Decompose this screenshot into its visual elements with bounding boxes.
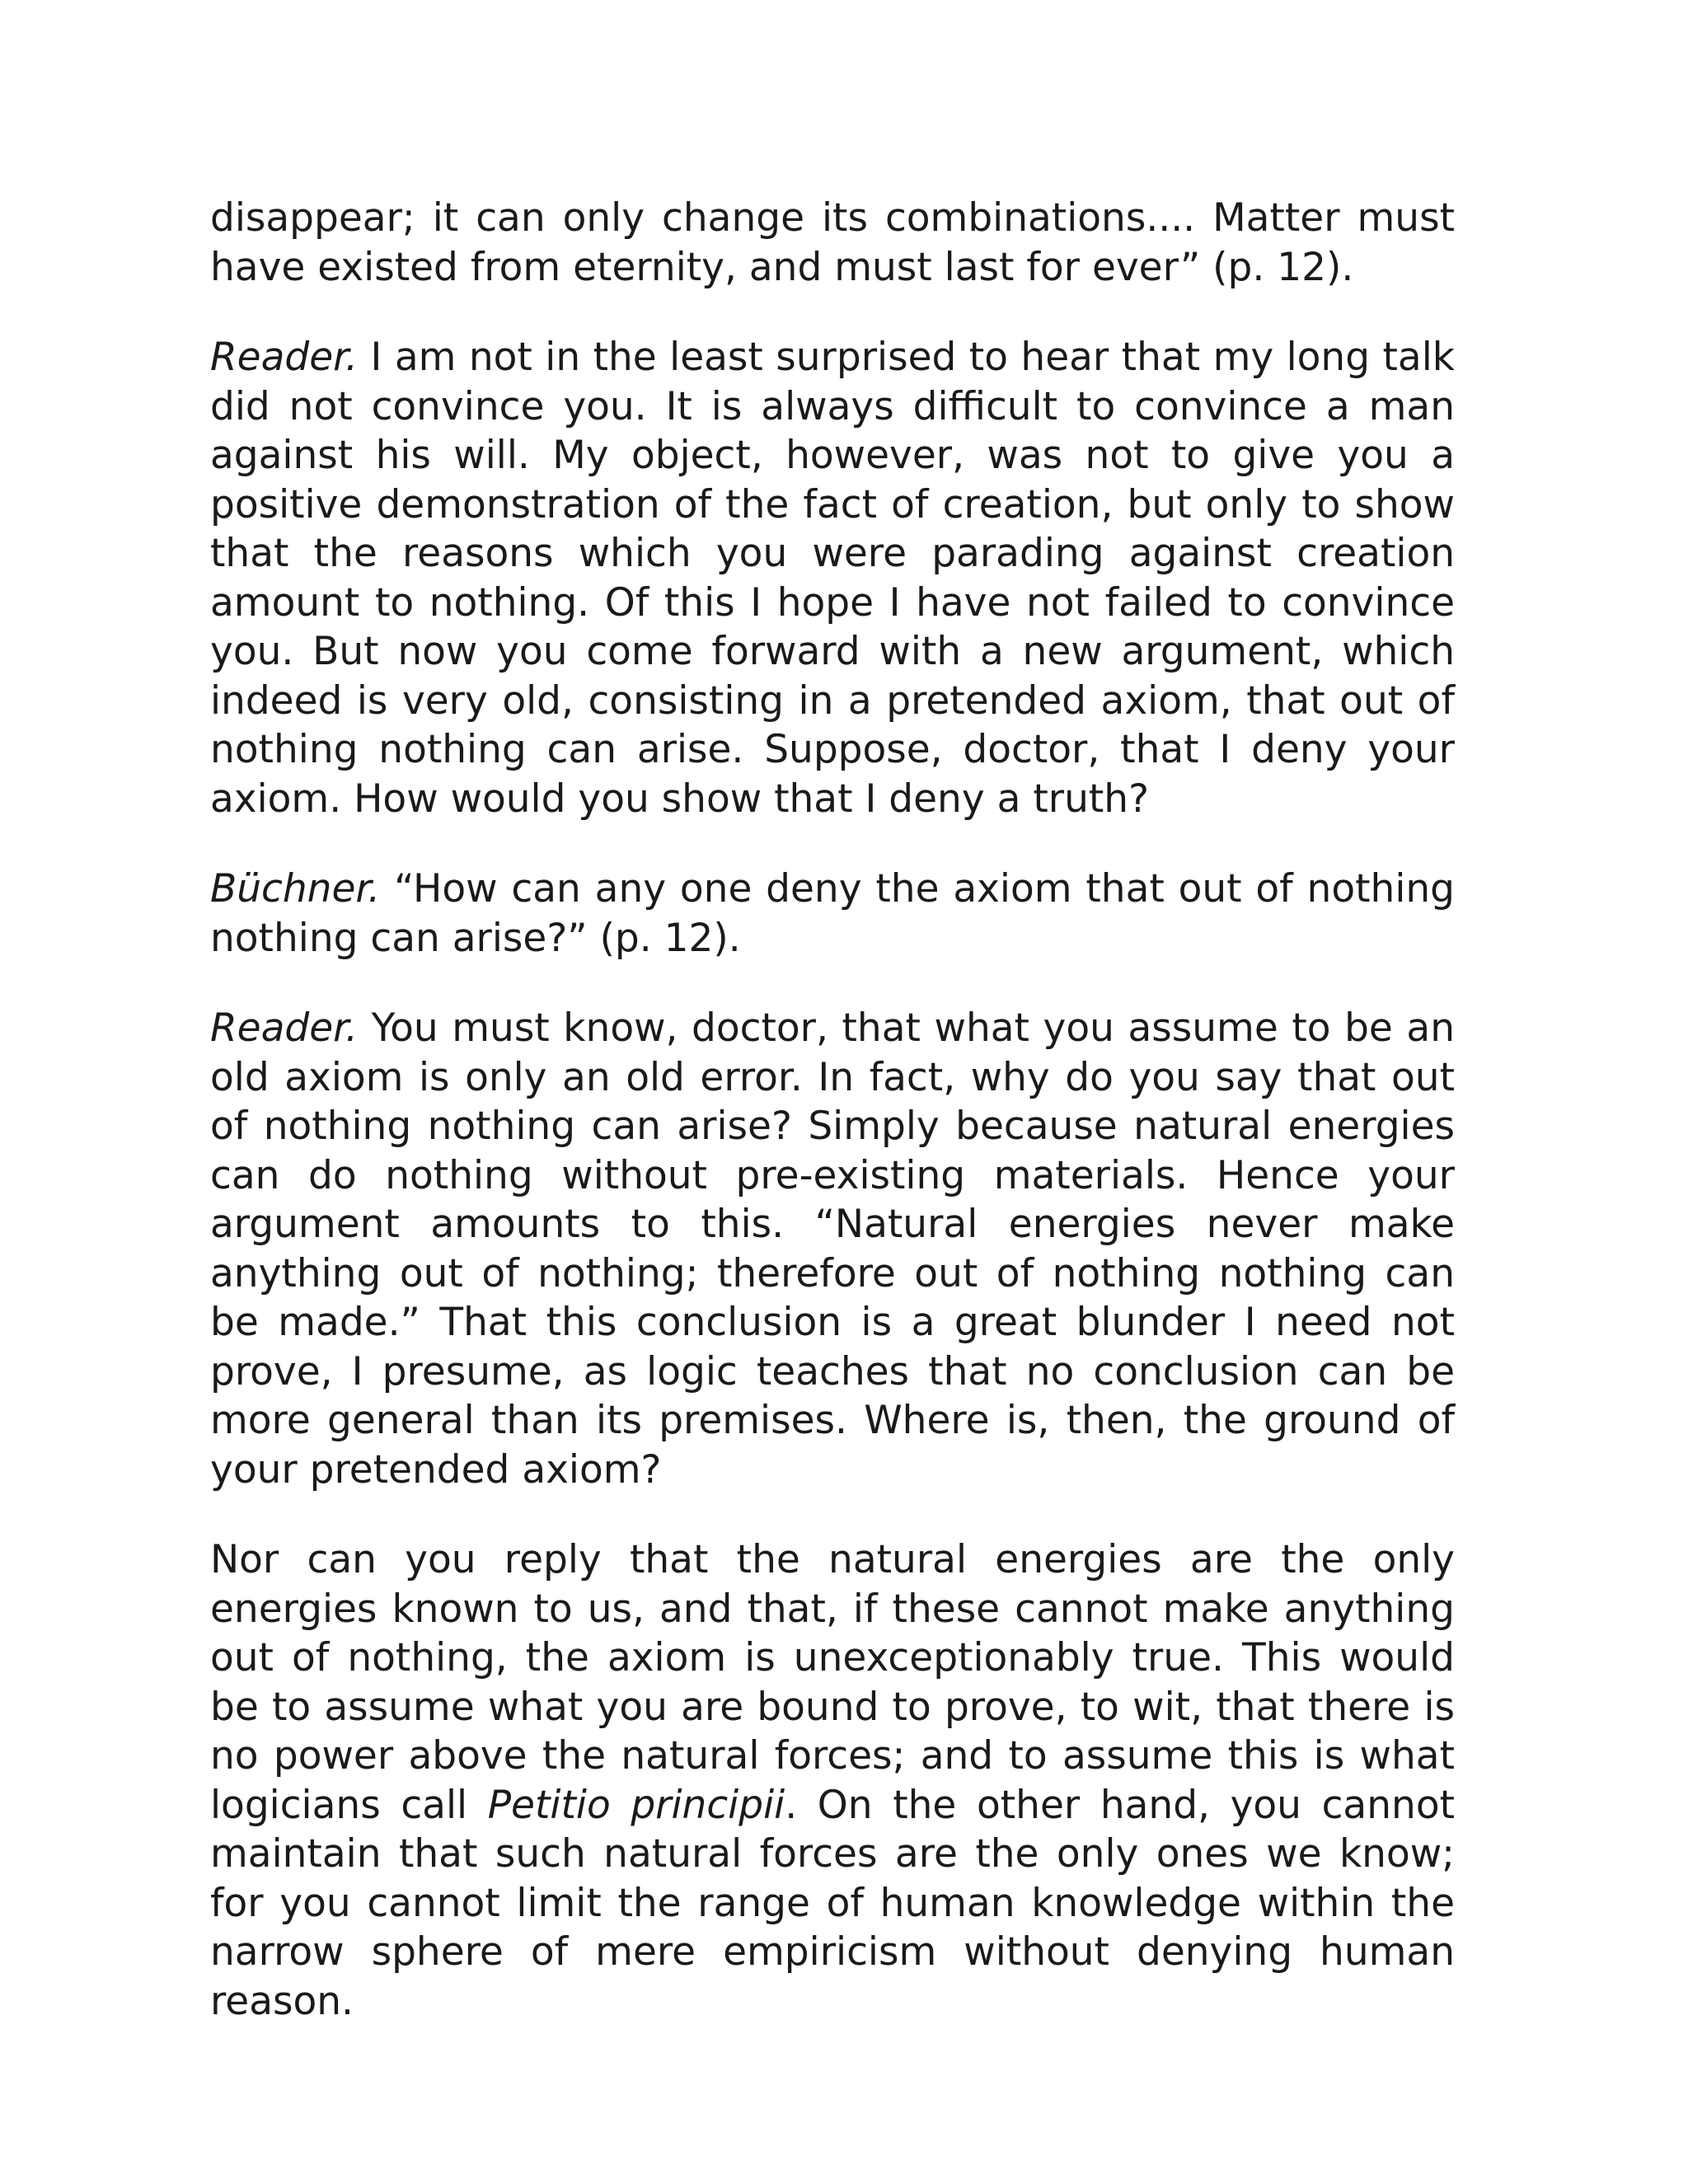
- document-page: [210, 194, 1455, 2026]
- paragraph-text: Nor can you reply that the natural energies are the only energies known to us, and that, if these cannot make anything out of nothing, the axiom is unexceptionably true. This would be to assume what you are bound to prove, to wit, that there is no power above the natural forces; and to assume this is what logicians call: [210, 1537, 1455, 1828]
- paragraph: [210, 1004, 1455, 1494]
- paragraph: [210, 1535, 1455, 2026]
- speaker-label: Reader.: [210, 335, 359, 380]
- paragraph-text: “How can any one deny the axiom that out of nothing nothing can arise?” (p. 12).: [210, 866, 1455, 961]
- paragraph: [210, 865, 1455, 963]
- paragraph-text: I am not in the least surprised to hear that my long talk did not convince you. It is always difficult to convince a man against his will. My object, however, was not to give you a positive demonstration of the fact of creation, but only to show that the reasons which you were parading against creation amount to nothing. Of this I hope I have not failed to convince you. But now you come forward with a new argument, which indeed is very old, consisting in a pretended axiom, that out of nothing nothing can arise. Suppose, doctor, that I deny your axiom. How would you show that I deny a truth?: [210, 335, 1455, 822]
- paragraph: [210, 333, 1455, 823]
- speaker-label: Reader.: [210, 1005, 359, 1051]
- latin-term: Petitio principii: [487, 1782, 785, 1828]
- paragraph-text: . On the other hand, you cannot maintain that such natural forces are the only ones we know; for you cannot limit the range of human knowledge within the narrow sphere of mere empiricism without denying human reason.: [210, 1782, 1455, 2024]
- paragraph-text: disappear; it can only change its combinations.... Matter must have existed from eternity, and must last for ever” (p. 12).: [210, 195, 1455, 290]
- speaker-label: Büchner.: [210, 866, 381, 912]
- paragraph-text: You must know, doctor, that what you assume to be an old axiom is only an old error. In fact, why do you say that out of nothing nothing can arise? Simply because natural energies can do nothing without pre-existing materials. Hence your argument amounts to this. “Natural energies never make anything out of nothing; therefore out of nothing nothing can be made.” That this conclusion is a great blunder I need not prove, I presume, as logic teaches that no conclusion can be more general than its premises. Where is, then, the ground of your pretended axiom?: [210, 1005, 1455, 1493]
- paragraph: [210, 194, 1455, 292]
